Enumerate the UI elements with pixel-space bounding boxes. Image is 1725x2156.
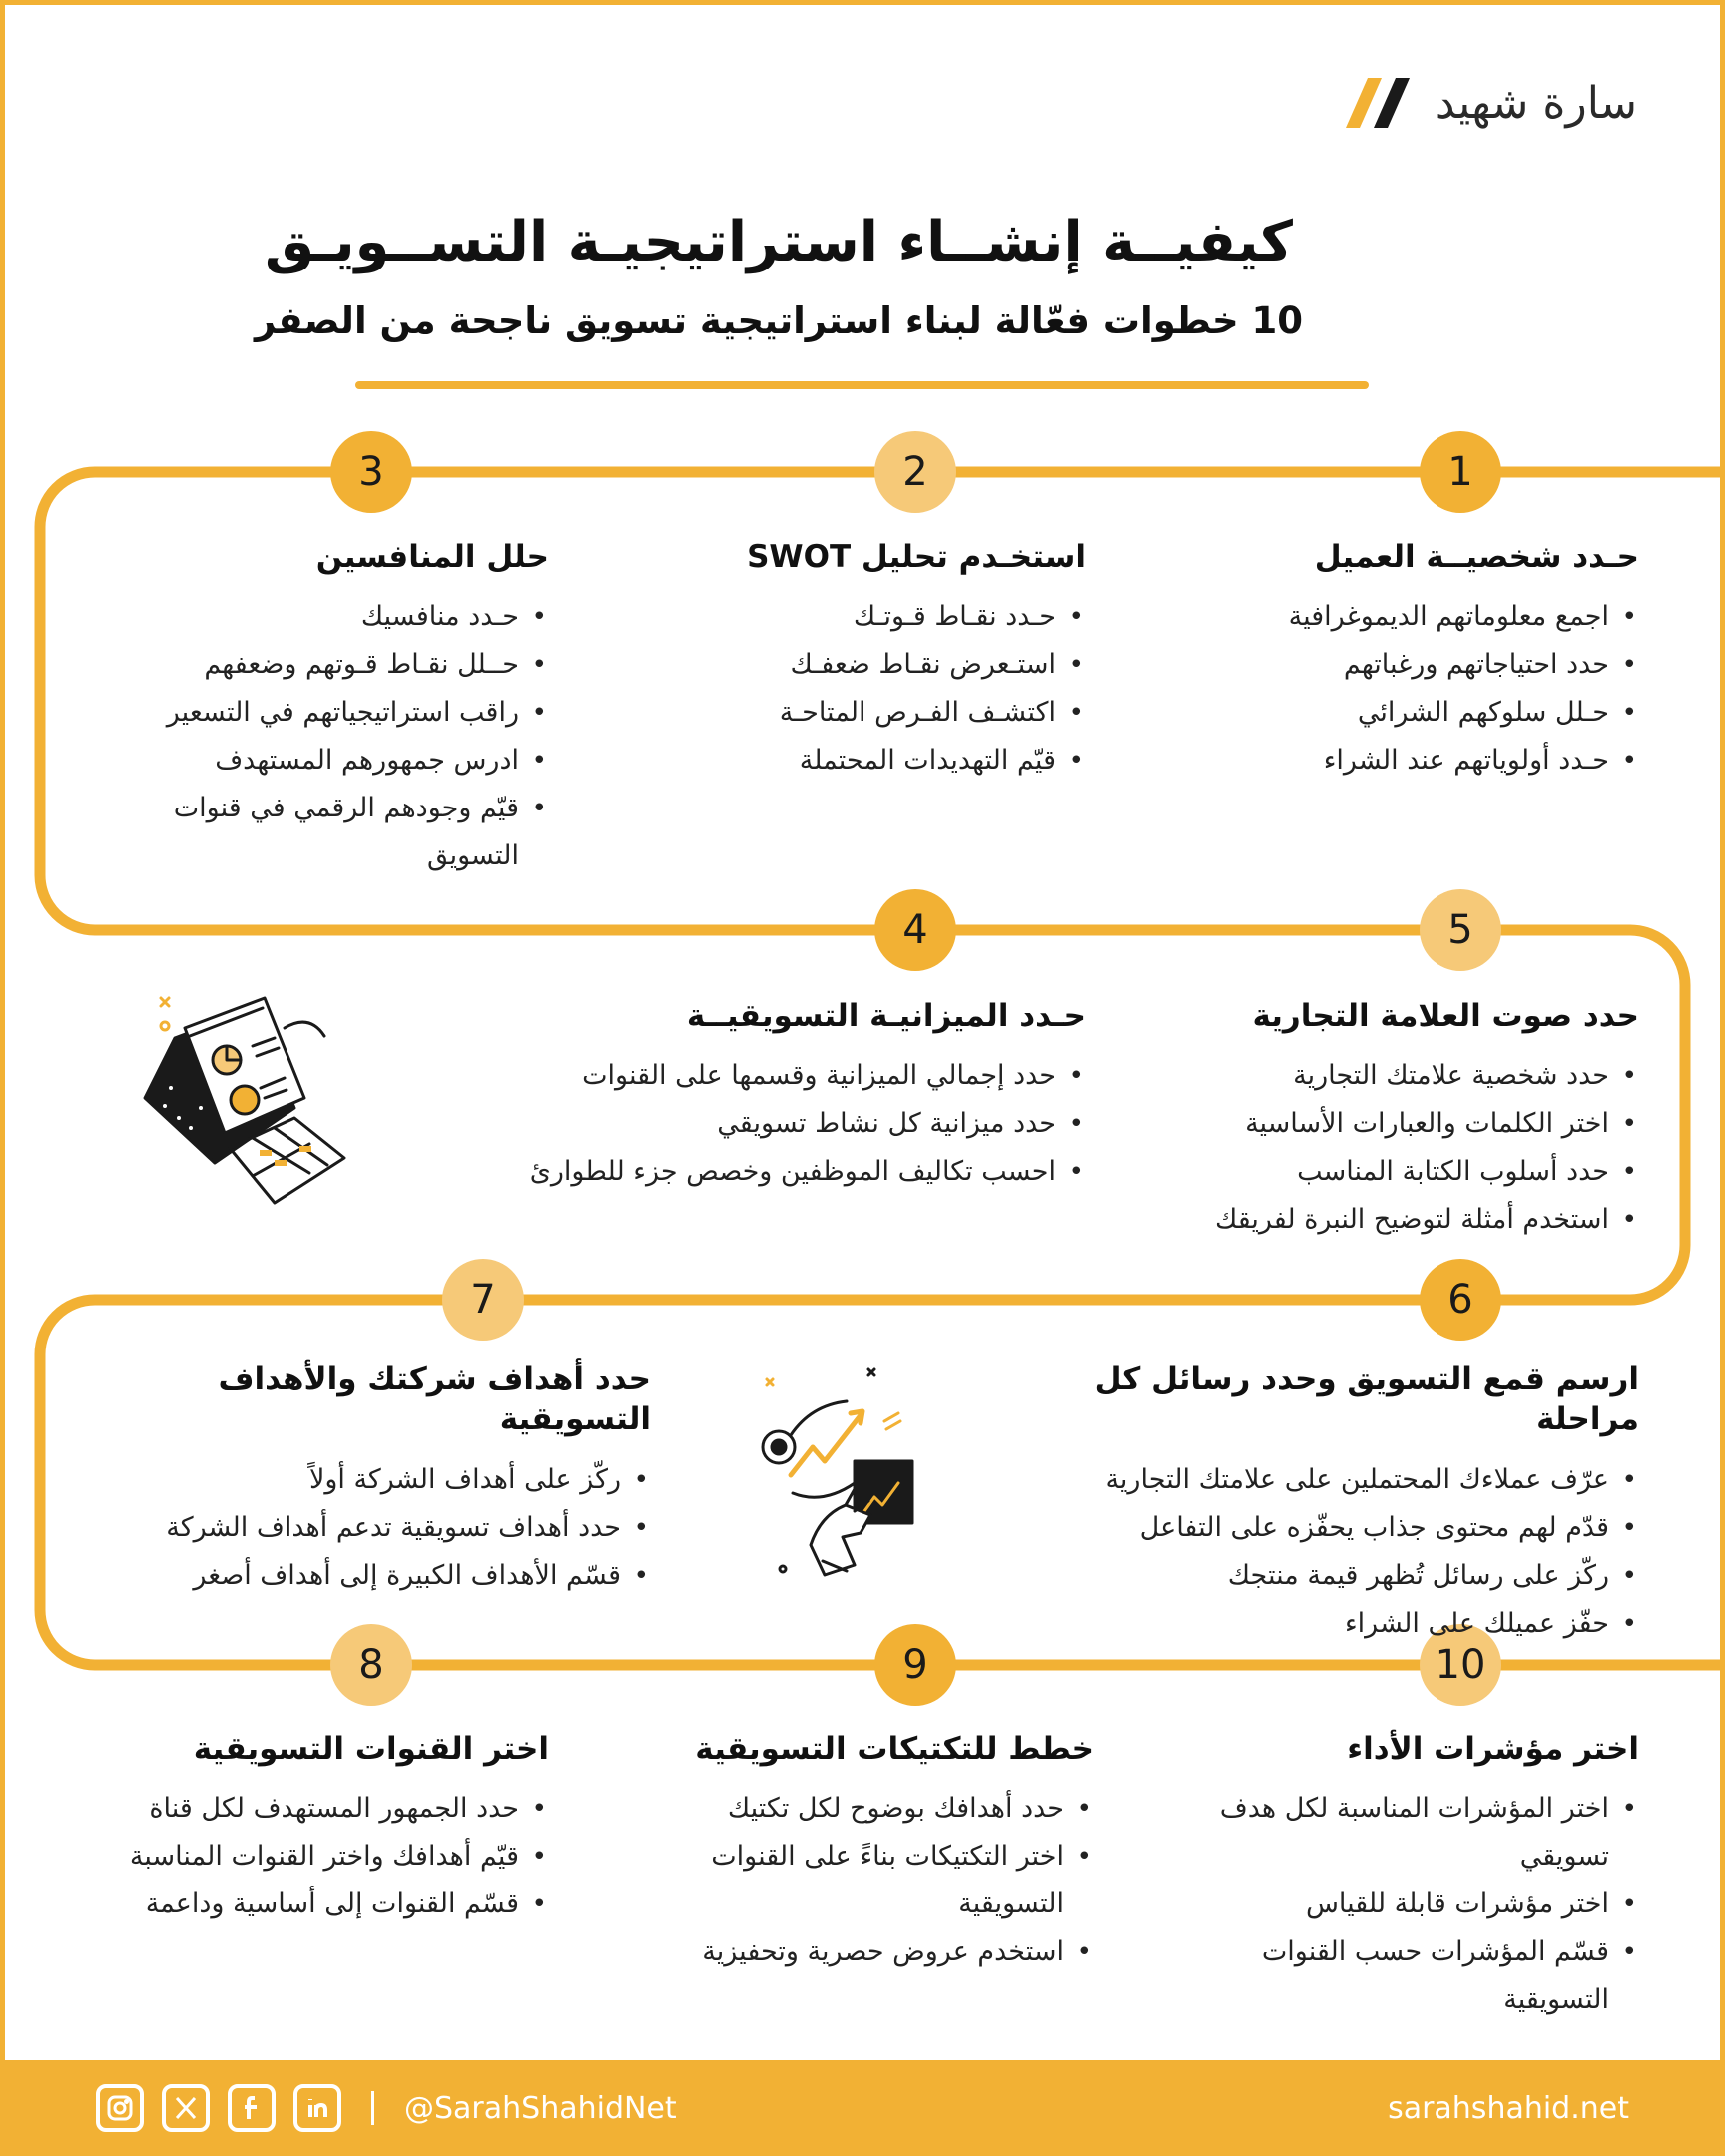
list-item: • ركّز على أهداف الشركة أولاً [72, 1456, 651, 1504]
step-list [667, 593, 1086, 785]
step-badge-4: 4 [874, 889, 956, 971]
list-item: • ادرس جمهورهم المستهدف [80, 737, 549, 785]
step-8 [80, 1729, 549, 1928]
social-handle[interactable]: @SarahShahidNet [404, 2090, 677, 2126]
list-item: • حـدد منافسيك [80, 593, 549, 641]
list-item: • اختر التكتيكات بناءً على القنوات التسويقية [675, 1833, 1094, 1928]
step-badge-9: 9 [874, 1624, 956, 1706]
footer [0, 2060, 1725, 2156]
list-item: • استخدم أمثلة لتوضيح النبرة لفريقك [1140, 1196, 1639, 1244]
list-item: • قسّم المؤشرات حسب القنوات التسويقية [1200, 1928, 1639, 2024]
list-item: • حدد أسلوب الكتابة المناسب [1140, 1148, 1639, 1196]
step-title: حـدد الميزانيـة التسويقيــة [686, 998, 1086, 1034]
list-item: • اكتشـف الفـرص المتاحـة [667, 689, 1086, 737]
double-slash-logo-icon [1338, 74, 1418, 132]
list-item: • قدّم لهم محتوى جذاب يحفّزه على التفاعل [1040, 1504, 1639, 1552]
page-subtitle: 10 خطوات فعّالة لبناء استراتيجية تسويق ناجحة من الصفر [254, 299, 1304, 342]
step-1 [1200, 537, 1639, 785]
list-item: • حدد شخصية علامتك التجارية [1140, 1052, 1639, 1100]
list-item: • ركّز على رسائل تُظهر قيمة منتجك [1040, 1552, 1639, 1600]
step-title: ارسم قمع التسويق وحدد رسائل كل مراحلة [1094, 1361, 1639, 1438]
social-bar [96, 2084, 677, 2132]
step-10 [1200, 1729, 1639, 2024]
list-item: • حـلل سلوكهم الشرائي [1200, 689, 1639, 737]
list-item: • قيّم التهديدات المحتملة [667, 737, 1086, 785]
website-link[interactable]: sarahshahid.net [1388, 2090, 1629, 2126]
x-icon[interactable] [162, 2084, 210, 2132]
step-badge-6: 6 [1420, 1259, 1501, 1341]
list-item: • حــلل نقـاط قـوتهم وضعفهم [80, 641, 549, 689]
step-list [80, 593, 549, 880]
list-item: • اختر المؤشرات المناسبة لكل هدف تسويقي [1200, 1785, 1639, 1881]
list-item: • حدد إجمالي الميزانية وقسمها على القنوات [487, 1052, 1086, 1100]
step-title: استخـدم تحليل SWOT [747, 539, 1086, 575]
step-list [1200, 593, 1639, 785]
tablet-illustration [135, 988, 374, 1233]
step-list [1200, 1785, 1639, 2024]
list-item: • حدد أهدافك بوضوح لكل تكتيك [675, 1785, 1094, 1833]
list-item: • اجمع معلوماتهم الديموغرافية [1200, 593, 1639, 641]
instagram-icon[interactable] [96, 2084, 144, 2132]
step-title: اختر القنوات التسويقية [193, 1731, 549, 1767]
list-item: • حدد أهداف تسويقية تدعم أهداف الشركة [72, 1504, 651, 1552]
step-badge-10: 10 [1420, 1624, 1501, 1706]
list-item: • راقب استراتيجياتهم في التسعير [80, 689, 549, 737]
step-title: حدد أهداف شركتك والأهداف التسويقية [218, 1361, 651, 1438]
list-item: • حـدد أولوياتهم عند الشراء [1200, 737, 1639, 785]
step-list [1040, 1456, 1639, 1648]
step-list [80, 1785, 549, 1928]
list-item: • اختر مؤشرات قابلة للقياس [1200, 1881, 1639, 1928]
list-item: • حدد احتياجاتهم ورغباتهم [1200, 641, 1639, 689]
step-badge-5: 5 [1420, 889, 1501, 971]
step-title: حلل المنافسين [315, 539, 549, 575]
step-list [72, 1456, 651, 1600]
list-item: • قيّم وجودهم الرقمي في قنوات التسويق [80, 785, 549, 880]
linkedin-icon[interactable] [293, 2084, 341, 2132]
step-4 [487, 996, 1086, 1196]
list-item: • قسّم القنوات إلى أساسية وداعمة [80, 1881, 549, 1928]
list-item: • احسب تكاليف الموظفين وخصص جزء للطوارئ [487, 1148, 1086, 1196]
step-badge-8: 8 [330, 1624, 412, 1706]
step-badge-2: 2 [874, 431, 956, 513]
list-item: • حدد الجمهور المستهدف لكل قناة [80, 1785, 549, 1833]
brand [1338, 74, 1637, 132]
step-title: خطط للتكتيكات التسويقية [695, 1731, 1094, 1767]
step-badge-1: 1 [1420, 431, 1501, 513]
list-item: • قيّم أهدافك واختر القنوات المناسبة [80, 1833, 549, 1881]
step-7 [72, 1359, 651, 1600]
list-item: • استـعرض نقـاط ضعفـك [667, 641, 1086, 689]
step-title: حدد صوت العلامة التجارية [1252, 998, 1639, 1034]
step-6 [1040, 1359, 1639, 1648]
page-title: كيفيــة إنشــاء استراتيجيـة التســويـق [265, 210, 1293, 274]
step-badge-3: 3 [330, 431, 412, 513]
facebook-icon[interactable] [228, 2084, 276, 2132]
list-item: • حـدد نقـاط قـوتـك [667, 593, 1086, 641]
step-5 [1140, 996, 1639, 1244]
step-3 [80, 537, 549, 880]
step-list [675, 1785, 1094, 1976]
list-item: • حفّز عميلك على الشراء [1040, 1600, 1639, 1648]
step-2 [667, 537, 1086, 785]
title-underline [355, 381, 1369, 389]
growth-chart-illustration [751, 1365, 930, 1577]
step-9 [675, 1729, 1094, 1976]
brand-name: سارة شهيد [1435, 77, 1637, 129]
list-item: • حدد ميزانية كل نشاط تسويقي [487, 1100, 1086, 1148]
list-item: • عرّف عملاءك المحتملين على علامتك التجارية [1040, 1456, 1639, 1504]
step-badge-7: 7 [442, 1259, 524, 1341]
step-list [1140, 1052, 1639, 1244]
step-title: حـدد شخصيــة العميل [1314, 539, 1639, 575]
list-item: • استخدم عروض حصرية وتحفيزية [675, 1928, 1094, 1976]
list-item: • اختر الكلمات والعبارات الأساسية [1140, 1100, 1639, 1148]
footer-divider [371, 2091, 374, 2125]
list-item: • قسّم الأهداف الكبيرة إلى أهداف أصغر [72, 1552, 651, 1600]
step-title: اختر مؤشرات الأداء [1347, 1731, 1639, 1767]
step-list [487, 1052, 1086, 1196]
